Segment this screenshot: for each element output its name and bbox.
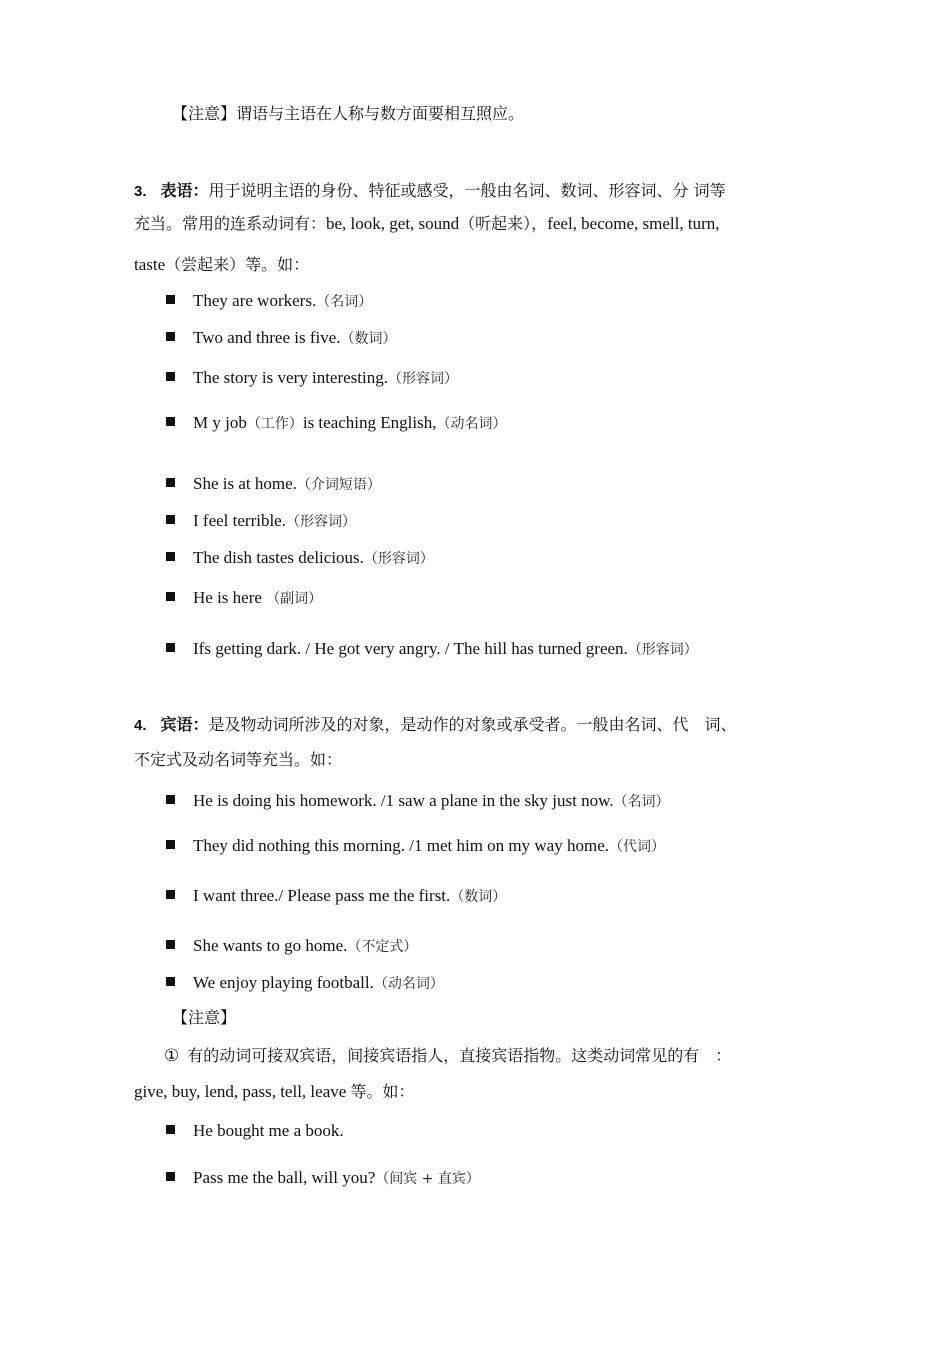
section4-line1: 是及物动词所涉及的对象，是动作的对象或承受者。一般由名词、代 词、 xyxy=(208,715,737,734)
bullet-square-icon xyxy=(166,643,175,652)
section4-item xyxy=(166,835,665,858)
section4-note1-line2 xyxy=(134,1081,415,1103)
item-text: She is at home. xyxy=(193,474,297,493)
section3-item xyxy=(166,510,356,533)
item-text: He is doing his homework. /1 saw a plane in the sky just now. xyxy=(193,791,614,810)
bullet-square-icon xyxy=(166,515,175,524)
bullet-square-icon xyxy=(166,977,175,986)
section3-line2-en: be, look, get, sound xyxy=(326,214,460,233)
example-note: （间宾 + 直宾） xyxy=(375,1171,480,1187)
item-note: （名词） xyxy=(316,294,373,310)
section4-item xyxy=(166,790,670,813)
section3-line2-cjk: 充当。常用的连系动词有： xyxy=(134,214,327,233)
bullet-square-icon xyxy=(166,1172,175,1181)
item-note: （形容词） xyxy=(388,371,458,387)
note1-text: 有的动词可接双宾语，间接宾语指人，直接宾语指物。这类动词常见的有 ： xyxy=(187,1046,732,1065)
section4-term: 宾语： xyxy=(160,715,209,734)
item-text-2: is teaching English, xyxy=(302,413,437,432)
section3-item xyxy=(166,587,322,610)
section4-item xyxy=(166,972,444,995)
example-text: Pass me the ball, will you? xyxy=(193,1168,376,1187)
note1-verbs: give, buy, lend, pass, tell, leave xyxy=(134,1082,347,1101)
section3-item xyxy=(166,638,698,661)
bullet-square-icon xyxy=(166,840,175,849)
top-note: 【注意】谓语与主语在人称与数方面要相互照应。 xyxy=(172,104,525,123)
bullet-square-icon xyxy=(166,332,175,341)
section3-line2 xyxy=(134,213,720,235)
section3-item xyxy=(166,327,397,350)
bullet-square-icon xyxy=(166,417,175,426)
item-text: The dish tastes delicious. xyxy=(193,548,364,567)
section3-line2-cjk2: （听起来）， xyxy=(459,214,548,233)
item-note: （不定式） xyxy=(347,939,418,955)
item-note: （动名词） xyxy=(373,976,444,992)
item-text: They did nothing this morning. /1 met him on my way home. xyxy=(193,836,609,855)
section4-note-label: 【注意】 xyxy=(172,1008,237,1027)
section3-item xyxy=(166,412,506,435)
section4-heading xyxy=(134,714,737,737)
section3-line2-en2: feel, become, smell, turn, xyxy=(547,214,720,233)
section3-line3-en: taste xyxy=(134,255,166,274)
item-text: They are workers. xyxy=(193,291,317,310)
section4-example xyxy=(166,1167,480,1190)
section3-term: 表语： xyxy=(160,181,209,200)
item-text: She wants to go home. xyxy=(193,936,348,955)
section3-item xyxy=(166,367,458,390)
item-text: Two and three is five. xyxy=(193,328,341,347)
item-note: （形容词） xyxy=(363,551,434,567)
bullet-square-icon xyxy=(166,372,175,381)
bullet-square-icon xyxy=(166,592,175,601)
bullet-square-icon xyxy=(166,890,175,899)
bullet-square-icon xyxy=(166,552,175,561)
item-note: （数词） xyxy=(450,889,507,905)
section4-number: 4. xyxy=(134,717,147,734)
item-note: （介词短语） xyxy=(296,477,381,493)
item-note: （名词） xyxy=(613,794,670,810)
bullet-square-icon xyxy=(166,940,175,949)
section3-item xyxy=(166,547,434,570)
section3-line3 xyxy=(134,254,309,276)
item-note: （形容词） xyxy=(285,514,356,530)
circled-one-marker: ① xyxy=(164,1046,180,1066)
item-text: I feel terrible. xyxy=(193,511,286,530)
section3-line3-cjk: （尝起来）等。如： xyxy=(165,255,310,274)
section3-number: 3. xyxy=(134,183,147,200)
item-note: （动名词） xyxy=(436,416,507,432)
item-text: M y job xyxy=(193,413,247,432)
bullet-square-icon xyxy=(166,1125,175,1134)
section4-line2: 不定式及动名词等充当。如： xyxy=(134,750,343,769)
section3-line1: 用于说明主语的身份、特征或感受，一般由名词、数词、形容词、分 词等 xyxy=(208,181,726,200)
note1-end: 等。如： xyxy=(350,1082,415,1101)
item-note: （代词） xyxy=(609,839,665,855)
item-text: He is here xyxy=(193,588,262,607)
bullet-square-icon xyxy=(166,478,175,487)
section3-heading xyxy=(134,180,726,203)
item-text: Ifs getting dark. / He got very angry. / The hill has turned green. xyxy=(193,639,628,658)
section4-item xyxy=(166,935,417,958)
item-note: （副词） xyxy=(266,591,323,607)
item-note: （形容词） xyxy=(627,642,698,658)
bullet-square-icon xyxy=(166,295,175,304)
bullet-square-icon xyxy=(166,795,175,804)
item-text: We enjoy playing football. xyxy=(193,973,374,992)
section4-item xyxy=(166,885,506,908)
item-text: I want three./ Please pass me the first. xyxy=(193,886,451,905)
section4-note1 xyxy=(164,1045,731,1067)
item-note: （数词） xyxy=(340,331,397,347)
example-text: He bought me a book. xyxy=(193,1121,344,1140)
section3-item xyxy=(166,290,372,313)
section4-example xyxy=(166,1120,344,1142)
item-text: The story is very interesting. xyxy=(193,368,388,387)
section3-item xyxy=(166,473,381,496)
item-note-mid: （工作） xyxy=(246,416,303,432)
